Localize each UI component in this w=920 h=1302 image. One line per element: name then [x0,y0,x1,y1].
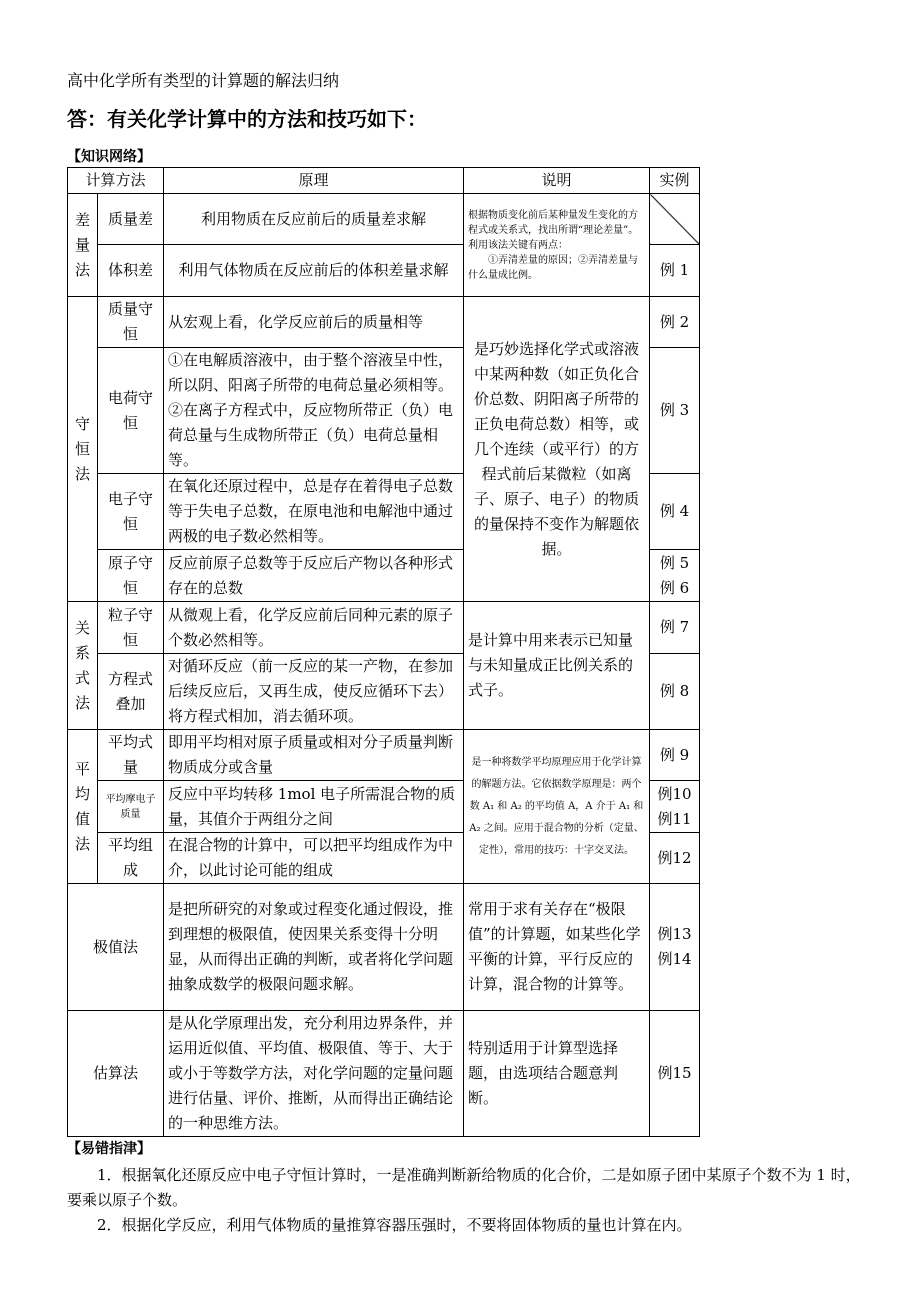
example: 例15 [650,1011,700,1137]
diagonal-empty-cell [650,194,700,245]
method-name: 质量差 [98,194,164,245]
group-gusuan: 估算法 [68,1011,164,1137]
example: 例 1 [650,245,700,297]
document-title: 高中化学所有类型的计算题的解法归纳 [67,71,340,90]
note-text: ①弄清差量的原因；②弄清差量与什么量成比例。 [468,254,639,281]
group-jizhi: 极值法 [68,884,164,1011]
principle: 反应前原子总数等于反应后产物以各种形式存在的总数 [164,550,464,602]
note-jizhi: 常用于求有关存在“极限值”的计算题，如某些化学平衡的计算，平行反应的计算，混合物的计算等。 [464,884,650,1011]
principle: 利用气体物质在反应前后的体积差量求解 [164,245,464,297]
method-name: 电子守恒 [98,474,164,550]
header-note: 说明 [464,168,650,194]
example: 例 4 [650,474,700,550]
example: 例12 [650,833,700,884]
principle: 对循环反应（前一反应的某一产物，在参加后续反应后，又再生成，使反应循环下去）将方程式相加，消去循环项。 [164,654,464,730]
example: 例 5 例 6 [650,550,700,602]
group-shouheng: 守恒法 [68,297,98,602]
tip-1: 1．根据氧化还原反应中电子守恒计算时，一是准确判断新给物质的化合价，二是如原子团中某原子个数不为 1 时，要乘以原子个数。 [67,1166,861,1209]
example: 例 8 [650,654,700,730]
methods-table [67,167,700,1137]
method-name: 平均组成 [98,833,164,884]
example: 例 2 [650,297,700,348]
principle: ①在电解质溶液中，由于整个溶液呈中性，所以阴、阳离子所带的电荷总量必须相等。②在离子方程式中，反应物所带正（负）电荷总量与生成物所带正（负）电荷总量相等。 [164,348,464,474]
group-pingjun: 平均值法 [68,730,98,884]
note-guanxi: 是计算中用来表示已知量与未知量成正比例关系的式子。 [464,602,650,730]
method-name: 体积差 [98,245,164,297]
note-shouheng: 是巧妙选择化学式或溶液中某两种数（如正负化合价总数、阴阳离子所带的正负电荷总数）相等，或几个连续（或平行）的方程式前后某微粒（如离子、原子、电子）的物质的量保持不变作为解题依据。 [464,297,650,602]
principle: 从微观上看，化学反应前后同种元素的原子个数必然相等。 [164,602,464,654]
note-chaliang [464,194,650,297]
method-name: 电荷守恒 [98,348,164,474]
note-pingjun: 是一种将数学平均原理应用于化学计算的解题方法。它依据数学原理是：两个数 A₁ 和 A₂ 的平均值 A，A 介于 A₁ 和 A₂ 之间。应用于混合物的分析（定量、定性），常用的技巧：十字交叉法。 [464,730,650,884]
header-method: 计算方法 [68,168,164,194]
example: 例10 例11 [650,781,700,833]
header-principle: 原理 [164,168,464,194]
section-common-errors: 【易错指津】 [67,1141,151,1157]
method-name: 平均摩电子质量 [98,781,164,833]
group-guanxi: 关系式法 [68,602,98,730]
method-name: 原子守恒 [98,550,164,602]
method-name: 方程式叠加 [98,654,164,730]
answer-heading: 答：有关化学计算中的方法和技巧如下： [67,107,427,131]
example: 例 3 [650,348,700,474]
example: 例13 例14 [650,884,700,1011]
principle: 从宏观上看，化学反应前后的质量相等 [164,297,464,348]
header-example: 实例 [650,168,700,194]
principle: 是把所研究的对象或过程变化通过假设，推到理想的极限值，使因果关系变得十分明显，从而得出正确的判断，或者将化学问题抽象成数学的极限问题求解。 [164,884,464,1011]
principle: 是从化学原理出发，充分利用边界条件，并运用近似值、平均值、极限值、等于、大于或小于等数学方法，对化学问题的定量问题进行估量、评价、推断，从而得出正确结论的一种思维方法。 [164,1011,464,1137]
group-chaliang: 差量法 [68,194,98,297]
principle: 反应中平均转移 1mol 电子所需混合物的质量，其值介于两组分之间 [164,781,464,833]
method-name: 质量守恒 [98,297,164,348]
principle: 利用物质在反应前后的质量差求解 [164,194,464,245]
method-name: 粒子守恒 [98,602,164,654]
principle: 在氧化还原过程中，总是存在着得电子总数等于失电子总数，在原电池和电解池中通过两极的电子数必然相等。 [164,474,464,550]
method-name: 平均式量 [98,730,164,781]
example: 例 7 [650,602,700,654]
section-knowledge-network: 【知识网络】 [67,149,151,165]
tip-2: 2．根据化学反应，利用气体物质的量推算容器压强时，不要将固体物质的量也计算在内。 [97,1216,692,1234]
note-gusuan: 特别适用于计算型选择题，由选项结合题意判断。 [464,1011,650,1137]
principle: 在混合物的计算中，可以把平均组成作为中介，以此讨论可能的组成 [164,833,464,884]
note-text: 根据物质变化前后某种量发生变化的方程式或关系式，找出所谓“理论差量”。利用该法关键有两点： [468,209,639,251]
principle: 即用平均相对原子质量或相对分子质量判断物质成分或含量 [164,730,464,781]
example: 例 9 [650,730,700,781]
